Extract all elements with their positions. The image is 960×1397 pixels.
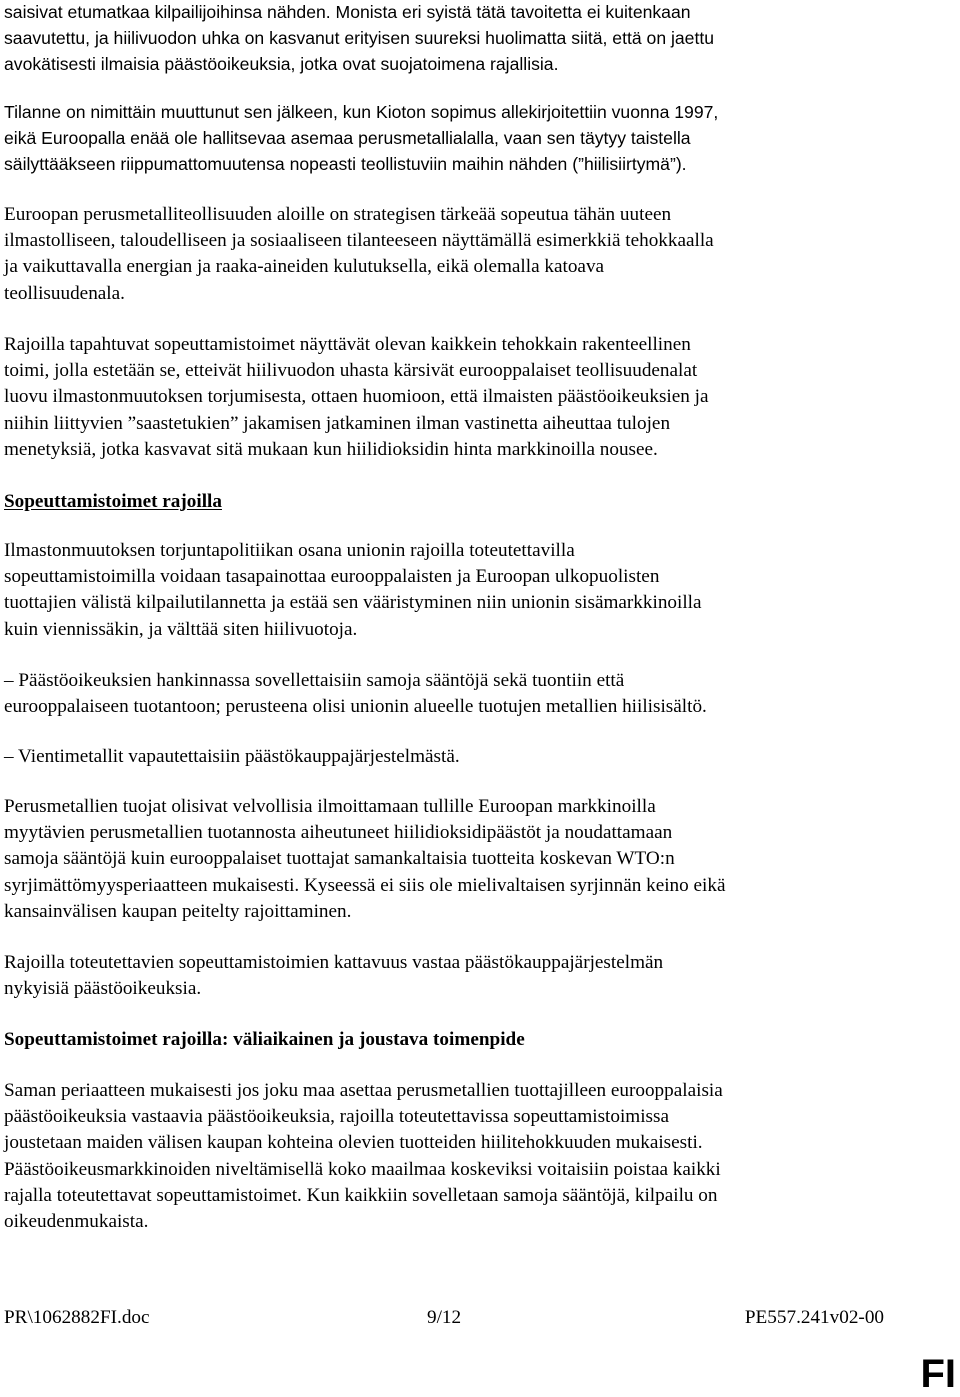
paragraph-coverage: [4, 950, 956, 1002]
text-line: tuottajien välistä kilpailutilannetta ja estää sen vääristyminen niin unionin sisämarkkinoilla: [4, 592, 702, 614]
text-line: ilmastolliseen, taloudelliseen ja sosiaaliseen tilanteeseen näyttämällä esimerkkiä tehokkaalla: [4, 230, 714, 252]
document-page: [4, 0, 956, 1397]
language-code: FI: [920, 1352, 956, 1396]
text-line: joustetaan maiden välisen kaupan kohteina olevien tuotteiden hiilitehokkuuden mukaisesti.: [4, 1132, 703, 1154]
page-footer: [4, 1305, 884, 1331]
text-line: kuin viennissäkin, ja välttää siten hiilivuotoja.: [4, 618, 358, 640]
paragraph-continued: [4, 0, 956, 78]
section-heading-text: Sopeuttamistoimet rajoilla: [4, 491, 222, 512]
text-line: avokätisesti ilmaisia päästöoikeuksia, jotka ovat suojatoimena rajallisia.: [4, 54, 559, 75]
text-line: eurooppalaiseen tuotantoon; perusteena olisi unionin alueelle tuotujen metallien hiilisisältö.: [4, 696, 707, 718]
section-heading-text: Sopeuttamistoimet rajoilla: väliaikainen ja joustava toimenpide: [4, 1029, 525, 1050]
text-line: oikeudenmukaista.: [4, 1211, 149, 1233]
paragraph-temporary-measure: [4, 1078, 956, 1235]
text-line: Ilmastonmuutoksen torjuntapolitiikan osana unionin rajoilla toteutettavilla: [4, 540, 575, 561]
text-line: samoja sääntöjä kuin eurooppalaiset tuottajat samankaltaisia tuotteita koskevan WTO:n: [4, 848, 675, 870]
text-line: nykyisiä päästöoikeuksia.: [4, 978, 202, 1000]
text-line: myytävien perusmetallien tuotannosta aiheutuneet hiilidioksidipäästöt ja noudattamaan: [4, 822, 673, 844]
text-line: luovu ilmastonmuutoksen torjumisesta, ottaen huomioon, että ilmaisten päästöoikeuksien ja: [4, 386, 709, 408]
text-line: sopeuttamistoimilla voidaan tasapainottaa eurooppalaisten ja Euroopan ulkopuolisten: [4, 566, 660, 588]
bullet-item: [4, 744, 956, 770]
section-heading: [4, 489, 222, 515]
text-line: saisivat etumatkaa kilpailijoihinsa nähden. Monista eri syistä tätä tavoitetta ei kuitenkaan: [4, 2, 691, 22]
text-line: säilyttääkseen riippumattomuutensa nopeasti teollistuviin maihin nähden (”hiilisiirtymä”).: [4, 154, 687, 175]
paragraph-border-measures: [4, 332, 956, 463]
text-line: Saman periaatteen mukaisesti jos joku maa asettaa perusmetallien tuottajilleen eurooppalaisia: [4, 1080, 723, 1101]
text-line: saavutettu, ja hiilivuodon uhka on kasvanut erityisen suureksi huolimatta siitä, että on jaettu: [4, 28, 715, 49]
paragraph-kyoto: [4, 99, 956, 178]
text-line: Rajoilla toteutettavien sopeuttamistoimien kattavuus vastaa päästökauppajärjestelmän: [4, 952, 664, 973]
footer-page-number: 9/12: [427, 1307, 462, 1328]
text-line: päästöoikeuksia vastaavia päästöoikeuksia, rajoilla toteutettavissa sopeuttamistoimissa: [4, 1106, 670, 1128]
text-line: toimi, jolla estetään se, etteivät hiilivuodon uhasta kärsivät eurooppalaiset teollisuudenalat: [4, 360, 698, 382]
text-line: teollisuudenala.: [4, 282, 125, 304]
text-line: – Vientimetallit vapautettaisiin päästökauppajärjestelmästä.: [4, 746, 460, 767]
paragraph-importers: [4, 794, 956, 925]
text-line: kansainvälisen kaupan peitelty rajoittaminen.: [4, 900, 352, 922]
text-line: rajalla toteutettavat sopeuttamistoimet. Kun kaikkiin sovelletaan samoja sääntöjä, kilpailu on: [4, 1184, 718, 1206]
text-line: eikä Euroopalla enää ole hallitsevaa asemaa perusmetallialalla, vaan sen täytyy taistella: [4, 128, 691, 149]
text-line: niihin liittyvien ”saastetukien” jakamisen jatkaminen ilman vastinetta aiheuttaa tulojen: [4, 412, 671, 434]
text-line: – Päästöoikeuksien hankinnassa sovellettaisiin samoja sääntöjä sekä tuontiin että: [4, 670, 625, 691]
text-line: ja vaikuttavalla energian ja raaka-aineiden kulutuksella, eikä olemalla katoava: [4, 256, 605, 278]
text-line: menetyksiä, jotka kasvavat sitä mukaan kun hiilidioksidin hinta markkinoilla nousee.: [4, 438, 658, 460]
section-heading: [4, 1027, 525, 1053]
paragraph-strategic-adaptation: [4, 202, 956, 307]
bullet-item: [4, 668, 956, 720]
text-line: Rajoilla tapahtuvat sopeuttamistoimet näyttävät olevan kaikkein tehokkain rakenteellinen: [4, 334, 691, 355]
text-line: syrjimättömyysperiaatteen mukaisesti. Kyseessä ei siis ole mielivaltaisen syrjinnän keino eikä: [4, 874, 726, 896]
footer-document-reference: PR\1062882FI.doc: [4, 1307, 150, 1328]
paragraph-climate-policy: [4, 538, 956, 643]
text-line: Euroopan perusmetalliteollisuuden aloille on strategisen tärkeää sopeutua tähän uuteen: [4, 204, 672, 225]
text-line: Tilanne on nimittäin muuttunut sen jälkeen, kun Kioton sopimus allekirjoitettiin vuonna 1997,: [4, 102, 719, 122]
footer-version: PE557.241v02-00: [744, 1307, 884, 1328]
text-line: Päästöoikeusmarkkinoiden niveltämisellä koko maailmaa koskeviksi voitaisiin poistaa kaikki: [4, 1158, 721, 1180]
text-line: Perusmetallien tuojat olisivat velvollisia ilmoittamaan tullille Euroopan markkinoilla: [4, 796, 656, 817]
